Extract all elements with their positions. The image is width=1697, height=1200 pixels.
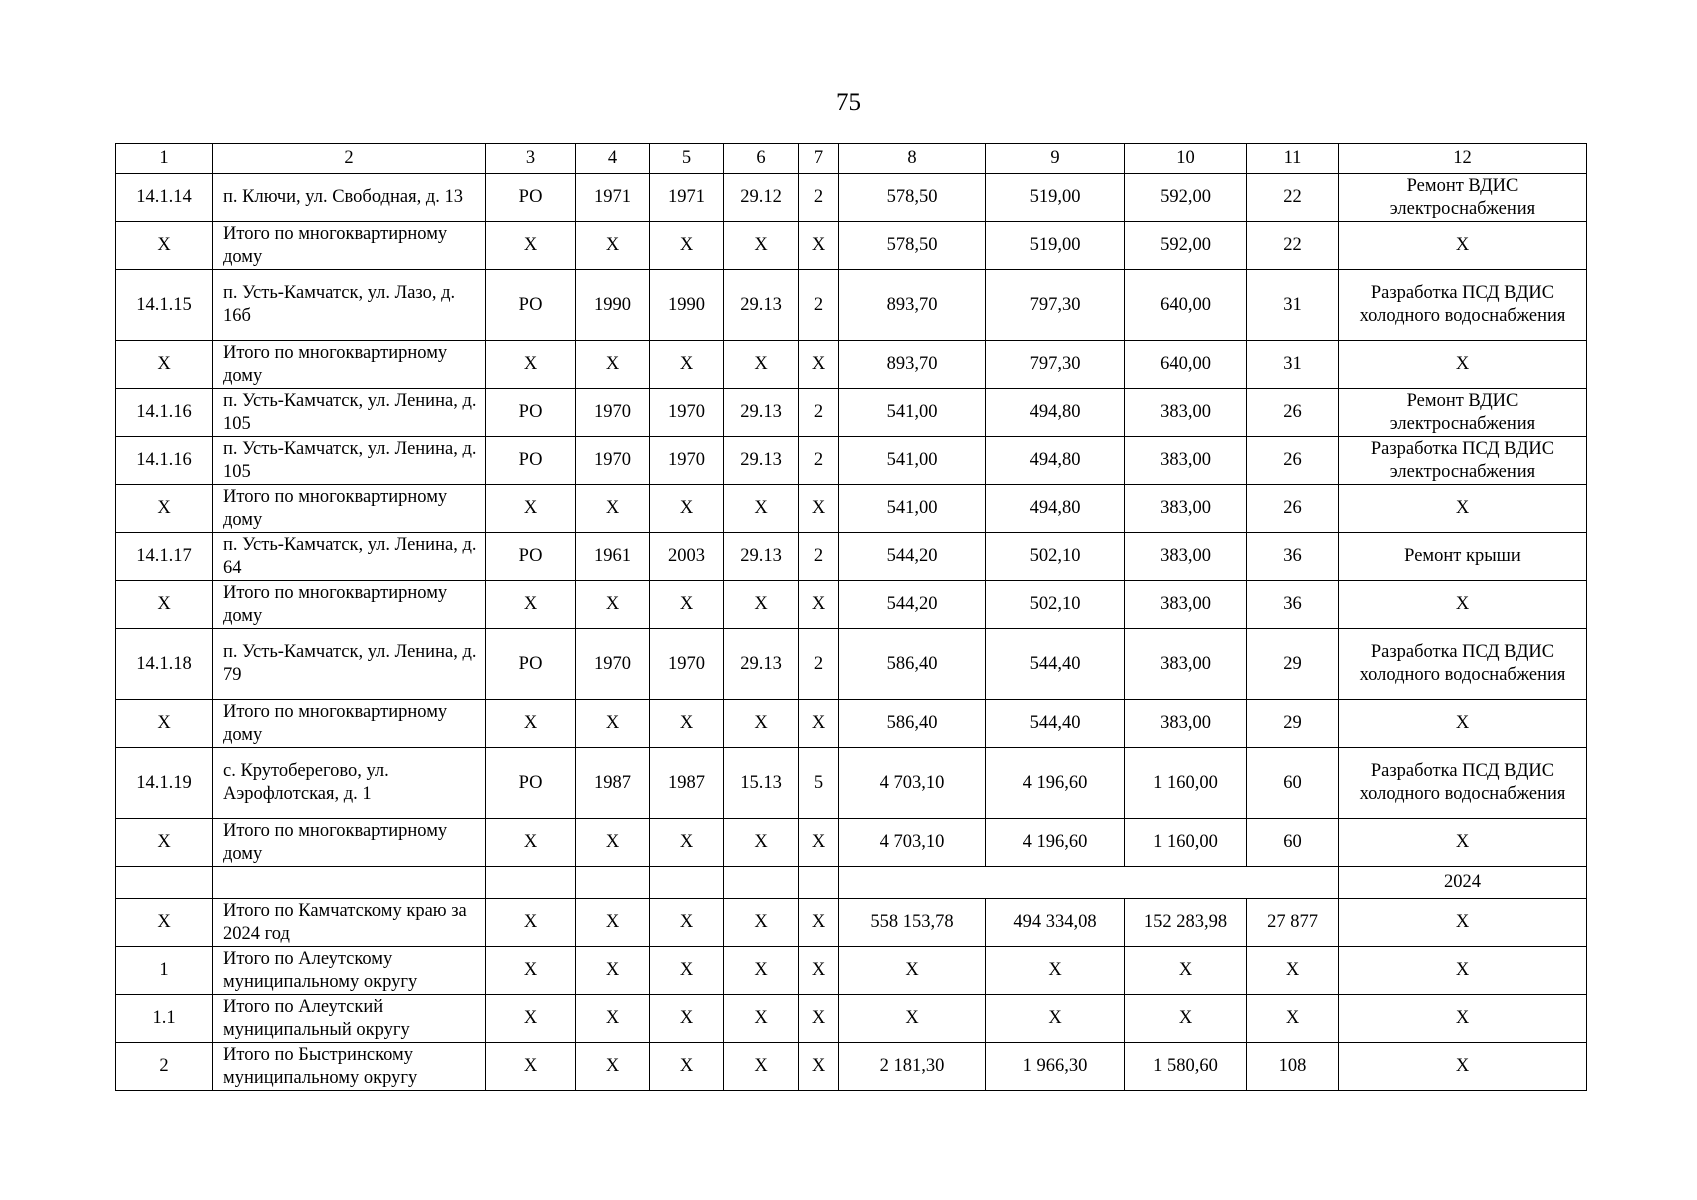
table-cell: X: [799, 995, 839, 1043]
table-cell: Итого по многоквартирному дому: [213, 222, 486, 270]
table-cell: X: [116, 222, 213, 270]
table-cell: 494,80: [986, 437, 1125, 485]
table-cell: X: [986, 995, 1125, 1043]
table-cell: 1971: [576, 174, 650, 222]
table-cell: 108: [1247, 1043, 1339, 1091]
table-cell: 1970: [650, 389, 724, 437]
table-cell: X: [1339, 899, 1587, 947]
table-cell: 544,20: [839, 533, 986, 581]
table-cell: 640,00: [1125, 270, 1247, 341]
table-cell: 2: [799, 629, 839, 700]
table-cell: 5: [799, 748, 839, 819]
table-cell: РО: [486, 389, 576, 437]
table-cell: 592,00: [1125, 222, 1247, 270]
table-cell: 1987: [650, 748, 724, 819]
table-cell: X: [576, 581, 650, 629]
table-cell: РО: [486, 270, 576, 341]
table-cell: Итого по многоквартирному дому: [213, 341, 486, 389]
summary-row: [116, 899, 1587, 947]
table-cell: 1987: [576, 748, 650, 819]
table-cell: 592,00: [1125, 174, 1247, 222]
table-cell: 14.1.15: [116, 270, 213, 341]
table-cell: Итого по многоквартирному дому: [213, 581, 486, 629]
table-cell: 60: [1247, 819, 1339, 867]
table-cell: 578,50: [839, 174, 986, 222]
table-cell: X: [799, 819, 839, 867]
table-cell: 2 181,30: [839, 1043, 986, 1091]
table-cell: X: [116, 341, 213, 389]
table-cell: 22: [1247, 222, 1339, 270]
column-number: 8: [839, 144, 986, 174]
table-cell: X: [799, 341, 839, 389]
summary-row: [116, 1043, 1587, 1091]
table-cell: 2: [799, 389, 839, 437]
empty-cell: [650, 867, 724, 899]
table-cell: 14.1.14: [116, 174, 213, 222]
table-cell: 2: [799, 437, 839, 485]
table-cell: 14.1.18: [116, 629, 213, 700]
table-cell: X: [986, 947, 1125, 995]
table-cell: 797,30: [986, 341, 1125, 389]
table-cell: 29: [1247, 700, 1339, 748]
table-cell: РО: [486, 748, 576, 819]
table-cell: X: [1247, 995, 1339, 1043]
table-cell: 1990: [576, 270, 650, 341]
table-cell: X: [486, 222, 576, 270]
table-cell: Итого по Камчатскому краю за 2024 год: [213, 899, 486, 947]
table-cell: п. Усть-Камчатск, ул. Ленина, д. 105: [213, 437, 486, 485]
table-cell: X: [576, 1043, 650, 1091]
table-cell: 31: [1247, 341, 1339, 389]
table-cell: X: [724, 485, 799, 533]
table-cell: 383,00: [1125, 389, 1247, 437]
table-cell: 502,10: [986, 533, 1125, 581]
table-cell: п. Усть-Камчатск, ул. Ленина, д. 105: [213, 389, 486, 437]
column-number: 11: [1247, 144, 1339, 174]
table-cell: 1970: [650, 437, 724, 485]
table-row: [116, 581, 1587, 629]
table-cell: РО: [486, 437, 576, 485]
summary-row: [116, 995, 1587, 1043]
table-cell: 494,80: [986, 485, 1125, 533]
table-cell: 1 966,30: [986, 1043, 1125, 1091]
table-cell: 640,00: [1125, 341, 1247, 389]
table-cell: X: [486, 995, 576, 1043]
table-row: [116, 629, 1587, 700]
table-row: [116, 819, 1587, 867]
table-cell: X: [576, 947, 650, 995]
table-cell: 494 334,08: [986, 899, 1125, 947]
table-cell: 1 580,60: [1125, 1043, 1247, 1091]
table-cell: Ремонт ВДИС электроснабжения: [1339, 389, 1587, 437]
table-cell: X: [799, 222, 839, 270]
table-cell: 544,20: [839, 581, 986, 629]
table-cell: X: [1125, 947, 1247, 995]
table-cell: X: [650, 341, 724, 389]
table-cell: 2: [799, 533, 839, 581]
table-cell: X: [486, 485, 576, 533]
table-cell: Итого по Алеутский муниципальный округу: [213, 995, 486, 1043]
table-cell: X: [724, 947, 799, 995]
table-cell: X: [576, 995, 650, 1043]
table-cell: 1.1: [116, 995, 213, 1043]
table-row: [116, 341, 1587, 389]
column-number: 6: [724, 144, 799, 174]
table-cell: 14.1.16: [116, 437, 213, 485]
table-cell: X: [650, 700, 724, 748]
table-cell: X: [724, 1043, 799, 1091]
table-cell: X: [576, 819, 650, 867]
table-cell: п. Усть-Камчатск, ул. Ленина, д. 64: [213, 533, 486, 581]
table-cell: 1970: [576, 437, 650, 485]
table-row: [116, 174, 1587, 222]
table-cell: РО: [486, 629, 576, 700]
table-cell: 1990: [650, 270, 724, 341]
table-cell: 26: [1247, 437, 1339, 485]
table-cell: 36: [1247, 533, 1339, 581]
column-number: 3: [486, 144, 576, 174]
table-cell: 1970: [576, 629, 650, 700]
table-cell: Разработка ПСД ВДИС электроснабжения: [1339, 437, 1587, 485]
table-cell: X: [799, 581, 839, 629]
table-cell: 1970: [650, 629, 724, 700]
table-cell: 2: [799, 270, 839, 341]
table-cell: 4 196,60: [986, 819, 1125, 867]
table-cell: X: [486, 819, 576, 867]
table-cell: 1 160,00: [1125, 748, 1247, 819]
table-cell: 4 703,10: [839, 819, 986, 867]
table-cell: X: [650, 947, 724, 995]
table-cell: 4 196,60: [986, 748, 1125, 819]
table-cell: X: [486, 700, 576, 748]
table-cell: 15.13: [724, 748, 799, 819]
table-cell: 29.13: [724, 629, 799, 700]
table-row: [116, 389, 1587, 437]
table-cell: X: [724, 899, 799, 947]
table-cell: 494,80: [986, 389, 1125, 437]
table-cell: 26: [1247, 485, 1339, 533]
table-cell: 586,40: [839, 629, 986, 700]
year-separator-row: [116, 867, 1587, 899]
table-cell: п. Усть-Камчатск, ул. Ленина, д. 79: [213, 629, 486, 700]
table-cell: Разработка ПСД ВДИС холодного водоснабжения: [1339, 629, 1587, 700]
table-cell: X: [1339, 222, 1587, 270]
table-cell: X: [1339, 1043, 1587, 1091]
table-cell: 578,50: [839, 222, 986, 270]
table-cell: X: [799, 899, 839, 947]
table-cell: X: [1339, 485, 1587, 533]
column-number: 12: [1339, 144, 1587, 174]
column-number: 7: [799, 144, 839, 174]
table-cell: РО: [486, 533, 576, 581]
table-cell: 544,40: [986, 700, 1125, 748]
table-cell: 502,10: [986, 581, 1125, 629]
table-cell: Итого по многоквартирному дому: [213, 700, 486, 748]
empty-cell: [116, 867, 213, 899]
table-cell: 29.13: [724, 270, 799, 341]
table-cell: 383,00: [1125, 533, 1247, 581]
table-cell: 14.1.17: [116, 533, 213, 581]
table-cell: п. Ключи, ул. Свободная, д. 13: [213, 174, 486, 222]
table-cell: 2: [799, 174, 839, 222]
table-cell: 36: [1247, 581, 1339, 629]
column-number: 5: [650, 144, 724, 174]
table-cell: X: [1339, 700, 1587, 748]
table-cell: 29.13: [724, 533, 799, 581]
table-cell: X: [576, 485, 650, 533]
table-cell: 29: [1247, 629, 1339, 700]
empty-cell: [213, 867, 486, 899]
table-cell: X: [1339, 947, 1587, 995]
table-cell: 893,70: [839, 270, 986, 341]
table-cell: X: [486, 947, 576, 995]
table-cell: Разработка ПСД ВДИС холодного водоснабжения: [1339, 270, 1587, 341]
year-label: 2024: [1339, 867, 1587, 899]
empty-cell: [576, 867, 650, 899]
table-cell: X: [724, 341, 799, 389]
table-cell: X: [799, 700, 839, 748]
column-number: 2: [213, 144, 486, 174]
table-cell: X: [116, 899, 213, 947]
table-cell: 544,40: [986, 629, 1125, 700]
table-cell: X: [724, 995, 799, 1043]
table-cell: X: [839, 947, 986, 995]
table-cell: 60: [1247, 748, 1339, 819]
empty-cell: [799, 867, 839, 899]
table-cell: 383,00: [1125, 700, 1247, 748]
table-cell: X: [486, 341, 576, 389]
table-cell: X: [1125, 995, 1247, 1043]
table-cell: Разработка ПСД ВДИС холодного водоснабжения: [1339, 748, 1587, 819]
column-number: 1: [116, 144, 213, 174]
column-number: 4: [576, 144, 650, 174]
table-cell: X: [724, 700, 799, 748]
table-cell: 29.12: [724, 174, 799, 222]
column-number-row: [116, 144, 1587, 174]
table-cell: 2: [116, 1043, 213, 1091]
table-cell: X: [486, 1043, 576, 1091]
table-cell: X: [576, 222, 650, 270]
table-cell: 1961: [576, 533, 650, 581]
table-row: [116, 437, 1587, 485]
table-cell: X: [650, 485, 724, 533]
table-cell: X: [650, 819, 724, 867]
table-row: [116, 270, 1587, 341]
table-cell: X: [116, 485, 213, 533]
table-cell: X: [1339, 995, 1587, 1043]
table-cell: 29.13: [724, 437, 799, 485]
table-cell: X: [650, 222, 724, 270]
column-number: 9: [986, 144, 1125, 174]
table-cell: 1: [116, 947, 213, 995]
table-cell: X: [116, 700, 213, 748]
table-cell: Итого по многоквартирному дому: [213, 819, 486, 867]
table-cell: 586,40: [839, 700, 986, 748]
column-number: 10: [1125, 144, 1247, 174]
table-cell: 14.1.19: [116, 748, 213, 819]
table-cell: 31: [1247, 270, 1339, 341]
empty-cell: [724, 867, 799, 899]
table-cell: 1971: [650, 174, 724, 222]
table-cell: 1970: [576, 389, 650, 437]
table-cell: 519,00: [986, 174, 1125, 222]
table-cell: X: [116, 581, 213, 629]
table-row: [116, 485, 1587, 533]
table-cell: 541,00: [839, 437, 986, 485]
table-cell: 383,00: [1125, 437, 1247, 485]
table-cell: X: [839, 995, 986, 1043]
table-cell: 383,00: [1125, 581, 1247, 629]
table-cell: Итого по Быстринскому муниципальному округу: [213, 1043, 486, 1091]
table-cell: Итого по Алеутскому муниципальному округу: [213, 947, 486, 995]
table-cell: X: [650, 899, 724, 947]
table-cell: 26: [1247, 389, 1339, 437]
table-cell: 519,00: [986, 222, 1125, 270]
table-cell: 383,00: [1125, 485, 1247, 533]
table-cell: 152 283,98: [1125, 899, 1247, 947]
table-cell: Ремонт ВДИС электроснабжения: [1339, 174, 1587, 222]
table-row: [116, 700, 1587, 748]
table-cell: X: [650, 995, 724, 1043]
table-cell: 4 703,10: [839, 748, 986, 819]
register-table: [115, 143, 1587, 1091]
table-cell: X: [576, 341, 650, 389]
table-cell: X: [799, 485, 839, 533]
table-row: [116, 222, 1587, 270]
table-cell: X: [724, 222, 799, 270]
table-cell: X: [576, 700, 650, 748]
table-cell: п. Усть-Камчатск, ул. Лазо, д. 16б: [213, 270, 486, 341]
table-row: [116, 533, 1587, 581]
empty-cell: [839, 867, 1339, 899]
table-row: [116, 748, 1587, 819]
table-cell: 14.1.16: [116, 389, 213, 437]
table-cell: 797,30: [986, 270, 1125, 341]
table-cell: 22: [1247, 174, 1339, 222]
page-number: 75: [836, 89, 861, 116]
table-cell: 893,70: [839, 341, 986, 389]
table-cell: X: [1339, 819, 1587, 867]
table-cell: X: [724, 819, 799, 867]
table-cell: 541,00: [839, 389, 986, 437]
table-cell: X: [799, 947, 839, 995]
table-cell: X: [650, 581, 724, 629]
table-cell: X: [576, 899, 650, 947]
table-cell: X: [486, 899, 576, 947]
table-cell: 558 153,78: [839, 899, 986, 947]
table-cell: 2003: [650, 533, 724, 581]
table-cell: 383,00: [1125, 629, 1247, 700]
table-cell: X: [1247, 947, 1339, 995]
table-cell: Ремонт крыши: [1339, 533, 1587, 581]
table-cell: с. Крутоберегово, ул. Аэрофлотская, д. 1: [213, 748, 486, 819]
empty-cell: [486, 867, 576, 899]
table-cell: X: [486, 581, 576, 629]
table-cell: РО: [486, 174, 576, 222]
table-cell: 541,00: [839, 485, 986, 533]
table-cell: 29.13: [724, 389, 799, 437]
table-cell: X: [116, 819, 213, 867]
table-cell: X: [724, 581, 799, 629]
table-cell: X: [1339, 581, 1587, 629]
table-body: [116, 144, 1587, 1091]
table-cell: 1 160,00: [1125, 819, 1247, 867]
table-cell: Итого по многоквартирному дому: [213, 485, 486, 533]
table-cell: 27 877: [1247, 899, 1339, 947]
summary-row: [116, 947, 1587, 995]
table-cell: X: [799, 1043, 839, 1091]
table-cell: X: [1339, 341, 1587, 389]
table-cell: X: [650, 1043, 724, 1091]
